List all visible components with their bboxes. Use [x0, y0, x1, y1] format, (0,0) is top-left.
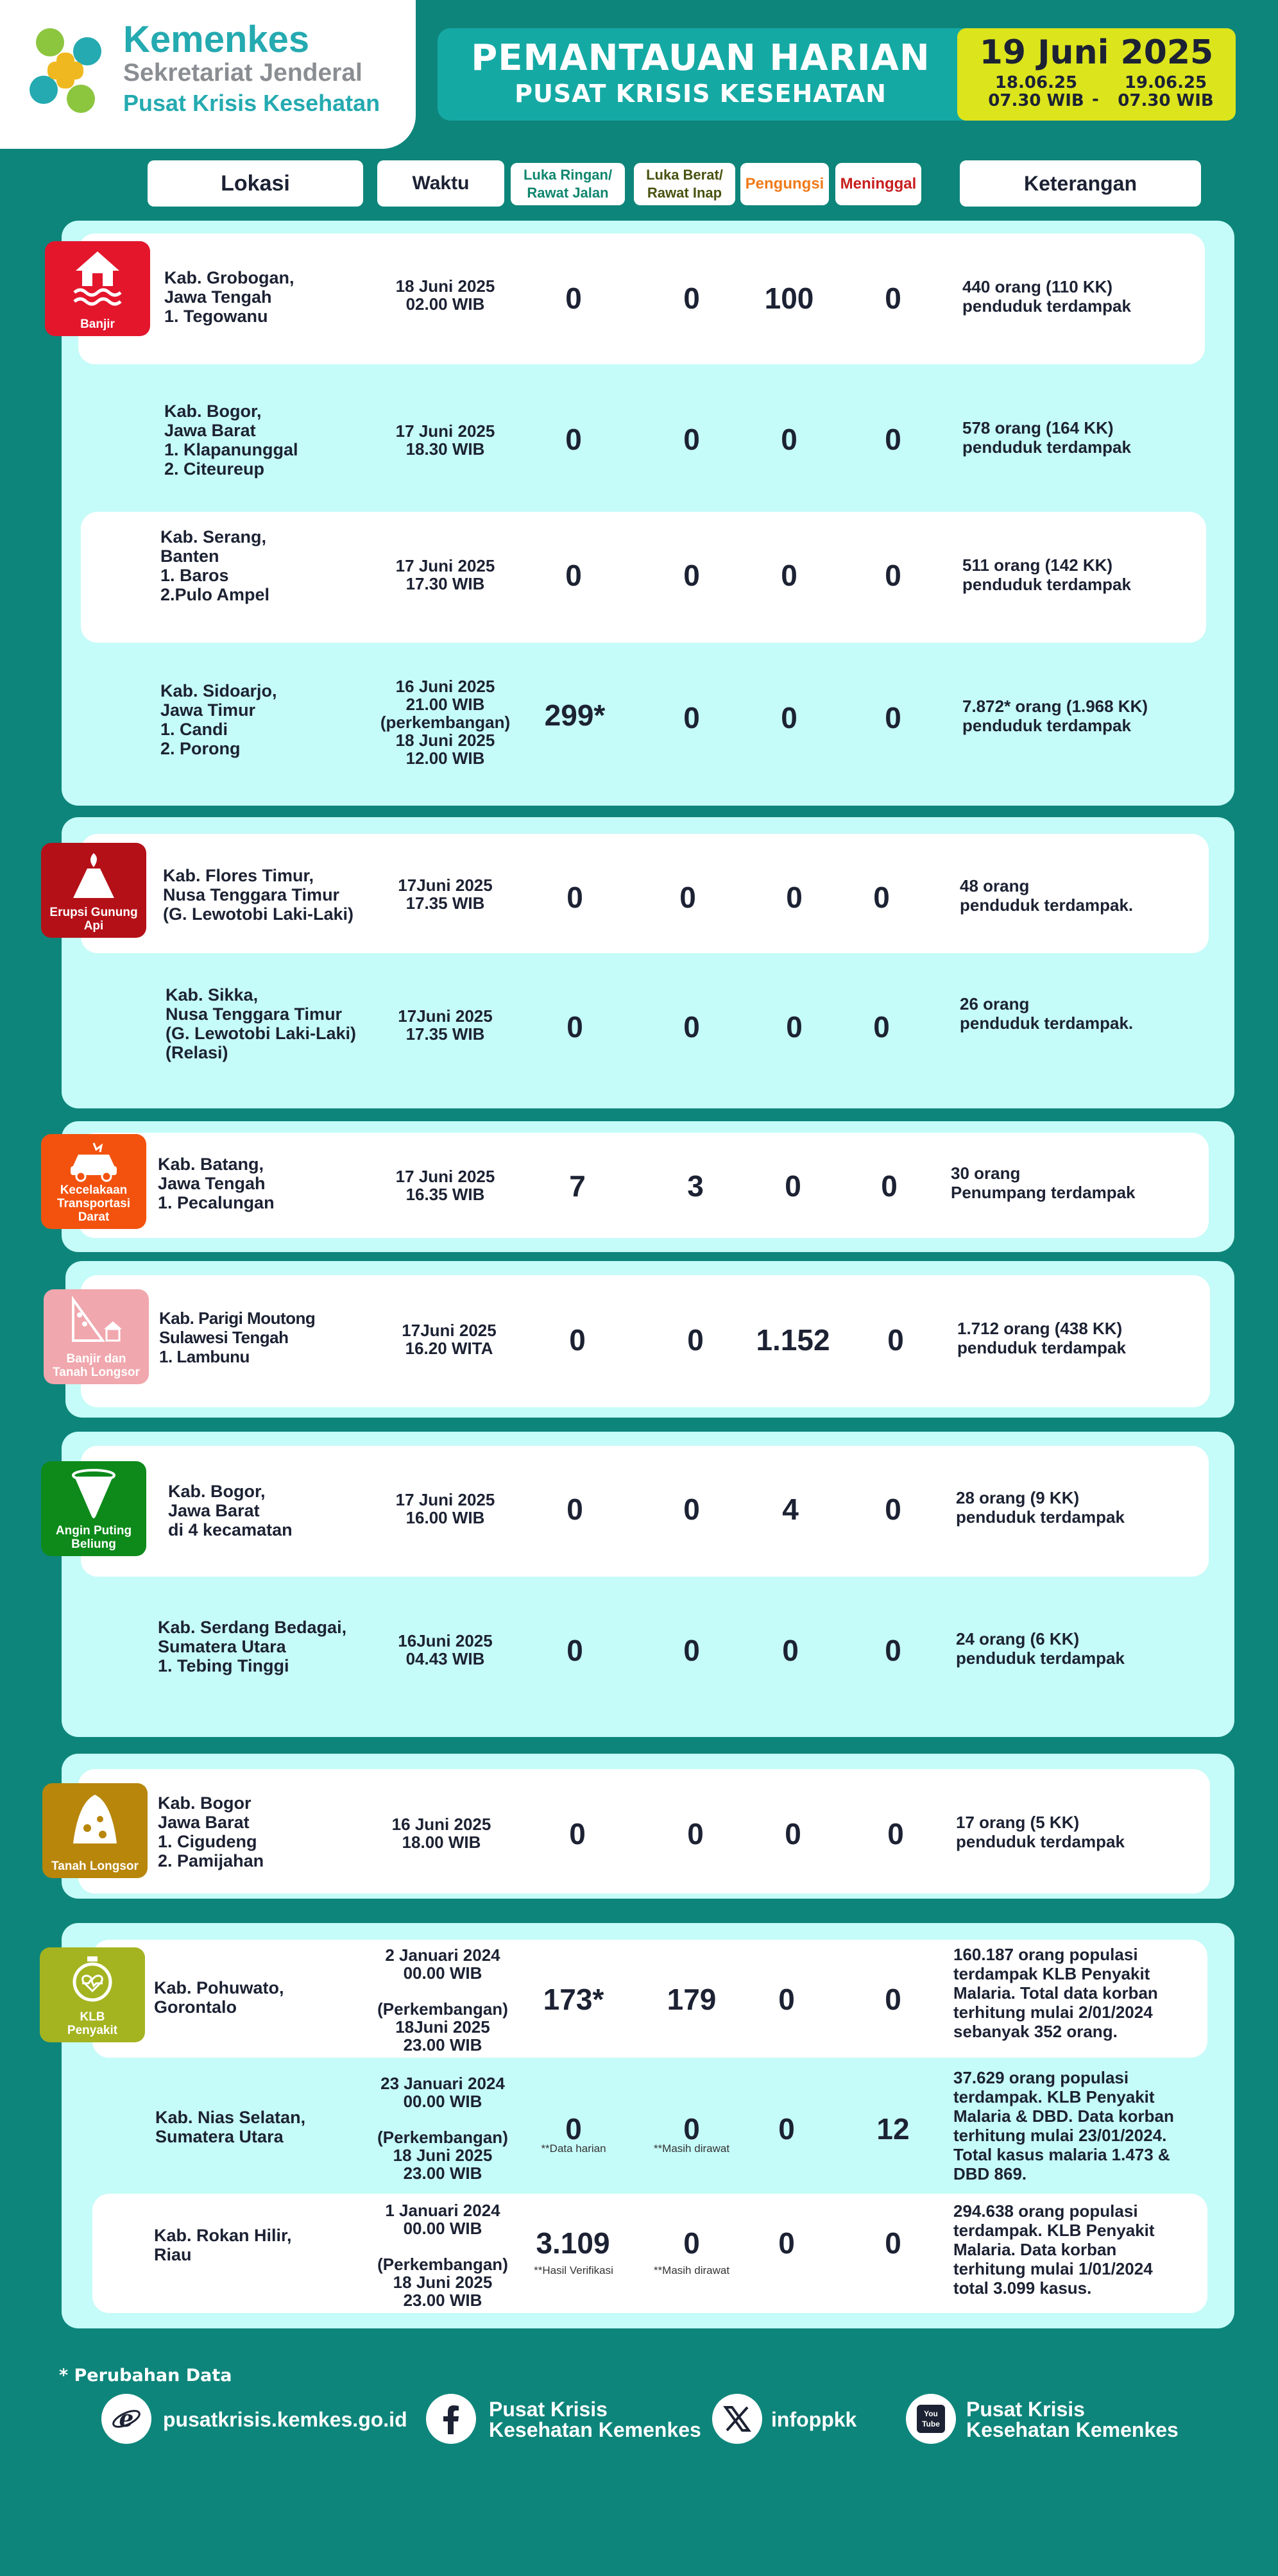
row5-keterangan: 26 orang penduduk terdampak. — [960, 994, 1134, 1033]
col-lokasi: Lokasi — [148, 160, 363, 207]
logo-brand: Kemenkes — [123, 19, 310, 60]
row3-waktu: 16 Juni 2025 21.00 WIB (perkembangan) 18 Juni 2025 12.00 WIB — [380, 677, 511, 768]
svg-text:e: e — [119, 2405, 134, 2432]
date-box — [957, 28, 1236, 121]
row4-waktu: 17Juni 2025 17.35 WIB — [398, 876, 493, 913]
row10-lokasi: Kab. Bogor Jawa Barat 1. Cigudeng 2. Pamijahan — [158, 1793, 264, 1870]
row9-berat: 0 — [683, 1634, 700, 1667]
row9-lokasi: Kab. Serdang Bedagai, Sumatera Utara 1. Tebing Tinggi — [158, 1618, 347, 1675]
logo-box — [0, 0, 416, 149]
row6-lokasi: Kab. Batang, Jawa Tengah 1. Pecalungan — [158, 1155, 275, 1212]
row8-pengungsi: 4 — [782, 1493, 799, 1526]
flood-house-icon — [72, 248, 123, 307]
row2-keterangan: 511 orang (142 KK) penduduk terdampak — [962, 555, 1131, 594]
row5-ringan: 0 — [567, 1010, 583, 1044]
badge-angin — [41, 1461, 146, 1556]
row3-meninggal: 0 — [885, 701, 901, 734]
youtube-logo-icon: You Tube — [917, 2405, 945, 2433]
to-date: 19.06.25 — [1124, 73, 1207, 92]
row13-berat-note: **Masih dirawat — [653, 2264, 730, 2276]
badge-label: Tanah Longsor — [51, 1860, 139, 1873]
row3-ringan: 299* — [544, 699, 606, 732]
row6-ringan: 7 — [569, 1169, 586, 1203]
col-luka-berat: Luka Berat/ Rawat Inap — [634, 163, 735, 205]
row12-lokasi: Kab. Nias Selatan, Sumatera Utara — [155, 2108, 306, 2146]
badge-kecelakaan — [41, 1134, 146, 1229]
car-crash-icon — [68, 1140, 119, 1183]
volcano-icon — [68, 849, 119, 901]
badge-label: Banjir dan Tanah Longsor — [53, 1352, 140, 1379]
row1-keterangan: 578 orang (164 KK) penduduk terdampak — [962, 418, 1131, 457]
tornado-icon — [68, 1468, 119, 1523]
kemenkes-logo-icon — [21, 23, 110, 118]
row4-berat: 0 — [679, 881, 696, 914]
badge-erupsi — [41, 843, 146, 938]
col-keterangan: Keterangan — [960, 160, 1201, 207]
row8-waktu: 17 Juni 2025 16.00 WIB — [395, 1490, 495, 1527]
row5-meninggal: 0 — [873, 1010, 890, 1044]
x-icon[interactable] — [712, 2394, 762, 2444]
row11-keterangan: 160.187 orang populasi terdampak KLB Penyakit Malaria. Total data korban terhitung mulai 2/01/2024 sebanyak 352 orang. — [953, 1945, 1158, 2041]
row6-waktu: 17 Juni 2025 16.35 WIB — [395, 1167, 495, 1204]
page-title: PEMANTAUAN HARIAN — [471, 37, 930, 79]
landslide-icon — [69, 1790, 121, 1847]
logo-line2: Pusat Krisis Kesehatan — [123, 90, 380, 116]
page-subtitle: PUSAT KRISIS KESEHATAN — [515, 80, 887, 108]
row11-lokasi: Kab. Pohuwato, Gorontalo — [154, 1978, 284, 2017]
from-date: 18.06.25 — [994, 73, 1078, 92]
from-time: 07.30 WIB — [988, 91, 1084, 110]
web-link[interactable]: pusatkrisis.kemkes.go.id — [163, 2408, 407, 2431]
landslide-house-icon — [71, 1296, 128, 1347]
row12-keterangan: 37.629 orang populasi terdampak. KLB Penyakit Malaria & DBD. Data korban terhitung mulai 23/01/2024. Total kasus malaria 1.473 & DBD 869. — [953, 2068, 1174, 2183]
to-time: 07.30 WIB — [1118, 91, 1214, 110]
row10-waktu: 16 Juni 2025 18.00 WIB — [391, 1815, 491, 1852]
badge-banjir — [45, 241, 150, 336]
row5-pengungsi: 0 — [786, 1010, 803, 1044]
stopwatch-heart-icon — [67, 1954, 118, 2005]
facebook-link[interactable]: Pusat Krisis Kesehatan Kemenkes — [489, 2398, 701, 2441]
badge-tanah-longsor — [42, 1783, 148, 1878]
row3-lokasi: Kab. Sidoarjo, Jawa Timur 1. Candi 2. Porong — [160, 681, 277, 758]
row6-meninggal: 0 — [881, 1169, 898, 1203]
row1-ringan: 0 — [565, 423, 582, 456]
row12-berat: 0 — [683, 2112, 700, 2146]
x-handle[interactable]: infoppkk — [771, 2408, 857, 2431]
col-meninggal: Meninggal — [835, 163, 921, 205]
row2-waktu: 17 Juni 2025 17.30 WIB — [395, 556, 495, 593]
row12-meninggal: 12 — [876, 2112, 910, 2146]
row7-pengungsi: 1.152 — [756, 1323, 830, 1357]
row7-keterangan: 1.712 orang (438 KK) penduduk terdampak — [957, 1319, 1126, 1357]
youtube-link[interactable]: Pusat Krisis Kesehatan Kemenkes — [966, 2398, 1179, 2441]
row9-keterangan: 24 orang (6 KK) penduduk terdampak — [956, 1629, 1125, 1668]
row2-pengungsi: 0 — [781, 559, 797, 592]
logo-line1: Sekretariat Jenderal — [123, 59, 362, 87]
row11-berat: 179 — [667, 1983, 717, 2016]
row0-lokasi: Kab. Grobogan, Jawa Tengah 1. Tegowanu — [164, 268, 294, 326]
youtube-icon[interactable] — [906, 2394, 956, 2444]
row8-keterangan: 28 orang (9 KK) penduduk terdampak — [956, 1488, 1125, 1527]
col-luka-ringan: Luka Ringan/ Rawat Jalan — [511, 163, 625, 205]
row7-meninggal: 0 — [887, 1323, 904, 1357]
row5-waktu: 17Juni 2025 17.35 WIB — [398, 1006, 493, 1044]
row2-ringan: 0 — [565, 559, 582, 592]
row2-berat: 0 — [683, 559, 700, 592]
facebook-f-icon — [438, 2403, 464, 2434]
row12-waktu: 23 Januari 2024 00.00 WIB (Perkembangan) 18 Juni 2025 23.00 WIB — [377, 2074, 508, 2183]
row10-pengungsi: 0 — [785, 1817, 801, 1851]
globe-e-icon — [111, 2403, 142, 2434]
row4-meninggal: 0 — [873, 881, 890, 914]
col-waktu: Waktu — [377, 160, 504, 207]
row8-meninggal: 0 — [885, 1493, 901, 1526]
row9-pengungsi: 0 — [782, 1634, 799, 1667]
row0-berat: 0 — [683, 282, 700, 315]
report-date: 19 Juni 2025 — [979, 33, 1214, 72]
row13-ringan-note: **Hasil Verifikasi — [534, 2264, 613, 2276]
row10-meninggal: 0 — [887, 1817, 904, 1851]
badge-banjir-longsor — [44, 1289, 149, 1384]
facebook-icon[interactable] — [426, 2394, 476, 2444]
badge-label: Erupsi Gunung Api — [49, 906, 138, 933]
row4-ringan: 0 — [567, 881, 583, 914]
row12-ringan-note: **Data harian — [541, 2142, 606, 2155]
row10-keterangan: 17 orang (5 KK) penduduk terdampak — [956, 1813, 1125, 1851]
row3-berat: 0 — [683, 701, 700, 734]
badge-klb — [40, 1947, 145, 2042]
row1-lokasi: Kab. Bogor, Jawa Barat 1. Klapanunggal 2. Citeureup — [164, 402, 298, 479]
row5-berat: 0 — [683, 1010, 700, 1044]
row9-waktu: 16Juni 2025 04.43 WIB — [398, 1631, 493, 1668]
row4-lokasi: Kab. Flores Timur, Nusa Tenggara Timur (G. Lewotobi Laki-Laki) — [163, 866, 354, 924]
row5-lokasi: Kab. Sikka, Nusa Tenggara Timur (G. Lewotobi Laki-Laki) (Relasi) — [166, 985, 357, 1062]
row7-ringan: 0 — [569, 1323, 586, 1357]
row0-pengungsi: 100 — [764, 282, 814, 315]
row1-pengungsi: 0 — [781, 423, 797, 456]
row9-ringan: 0 — [567, 1634, 583, 1667]
row11-waktu: 2 Januari 2024 00.00 WIB (Perkembangan) 18Juni 2025 23.00 WIB — [377, 1945, 508, 2055]
badge-label: KLB Penyakit — [67, 2010, 118, 2037]
row8-berat: 0 — [683, 1493, 700, 1526]
row1-meninggal: 0 — [885, 423, 901, 456]
row0-keterangan: 440 orang (110 KK) penduduk terdampak — [962, 277, 1131, 316]
footnote: * Perubahan Data — [59, 2366, 232, 2385]
row7-waktu: 17Juni 2025 16.20 WITA — [402, 1321, 497, 1358]
row9-meninggal: 0 — [885, 1634, 901, 1667]
row12-ringan: 0 — [565, 2112, 582, 2146]
row1-berat: 0 — [683, 423, 700, 456]
row12-pengungsi: 0 — [778, 2112, 795, 2146]
row11-meninggal: 0 — [885, 1983, 901, 2016]
x-logo-icon — [723, 2405, 751, 2433]
row13-waktu: 1 Januari 2024 00.00 WIB (Perkembangan) 18 Juni 2025 23.00 WIB — [377, 2201, 508, 2310]
badge-label: Banjir — [80, 318, 115, 331]
row7-berat: 0 — [687, 1323, 704, 1357]
row6-pengungsi: 0 — [785, 1169, 801, 1203]
row8-ringan: 0 — [567, 1493, 583, 1526]
row10-ringan: 0 — [569, 1817, 586, 1851]
row3-pengungsi: 0 — [781, 701, 797, 734]
date-separator: - — [1092, 90, 1099, 109]
row1-waktu: 17 Juni 2025 18.30 WIB — [395, 421, 495, 459]
row8-lokasi: Kab. Bogor, Jawa Barat di 4 kecamatan — [168, 1482, 293, 1539]
row3-keterangan: 7.872* orang (1.968 KK) penduduk terdampak — [962, 697, 1148, 735]
row11-pengungsi: 0 — [778, 1983, 795, 2016]
row4-pengungsi: 0 — [786, 881, 803, 914]
row12-berat-note: **Masih dirawat — [653, 2142, 730, 2155]
row13-ringan: 3.109 — [536, 2226, 610, 2260]
row10-berat: 0 — [687, 1817, 704, 1851]
row4-keterangan: 48 orang penduduk terdampak. — [960, 876, 1134, 915]
row7-lokasi: Kab. Parigi Moutong Sulawesi Tengah 1. Lambunu — [159, 1309, 316, 1366]
row0-meninggal: 0 — [885, 282, 901, 315]
row2-meninggal: 0 — [885, 559, 901, 592]
web-icon[interactable] — [101, 2394, 151, 2444]
row2-lokasi: Kab. Serang, Banten 1. Baros 2.Pulo Ampel — [160, 527, 270, 604]
col-pengungsi: Pengungsi — [740, 163, 829, 205]
row11-ringan: 173* — [543, 1983, 604, 2016]
row6-berat: 3 — [687, 1169, 704, 1203]
row13-pengungsi: 0 — [778, 2226, 795, 2260]
row13-berat: 0 — [683, 2226, 700, 2260]
badge-label: Angin Puting Beliung — [55, 1524, 132, 1551]
row13-meninggal: 0 — [885, 2226, 901, 2260]
badge-label: Kecelakaan Transportasi Darat — [56, 1183, 131, 1224]
row0-waktu: 18 Juni 2025 02.00 WIB — [395, 276, 495, 314]
row13-lokasi: Kab. Rokan Hilir, Riau — [154, 2226, 292, 2264]
row6-keterangan: 30 orang Penumpang terdampak — [951, 1164, 1136, 1202]
row0-ringan: 0 — [565, 282, 582, 315]
row13-keterangan: 294.638 orang populasi terdampak. KLB Penyakit Malaria. Data korban terhitung mulai 1/01/2024 total 3.099 kasus. — [953, 2201, 1155, 2298]
